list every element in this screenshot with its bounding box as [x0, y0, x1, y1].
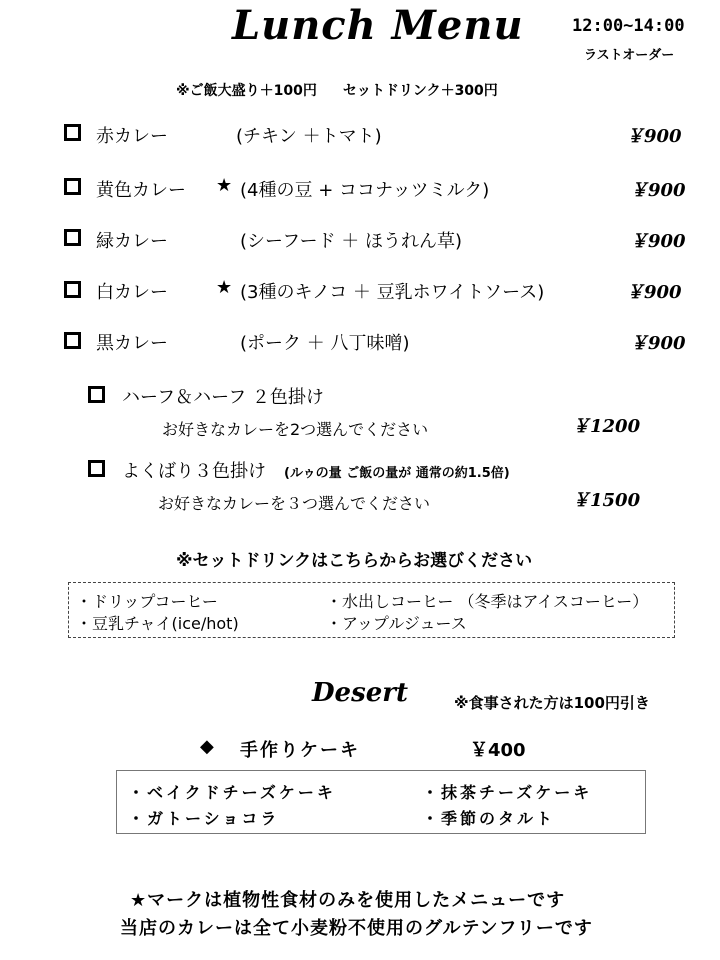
- rice-upgrade-note: ※ご飯大盛り＋100円: [176, 83, 317, 99]
- cake-option: ・季節のタルト: [422, 809, 556, 828]
- curry-description: (3種のキノコ ＋ 豆乳ホワイトソース): [240, 282, 545, 303]
- cake-item-price: ￥400: [470, 740, 526, 761]
- menu-title: Lunch Menu: [232, 2, 524, 49]
- cake-option: ・ベイクドチーズケーキ: [128, 783, 336, 802]
- combo-name: ハーフ＆ハーフ ２色掛け: [122, 387, 324, 408]
- checkbox-icon: [88, 386, 105, 403]
- pricing-notes: [176, 80, 498, 100]
- checkbox-icon: [64, 178, 81, 195]
- curry-price: ￥900: [630, 180, 686, 201]
- cake-option: ・抹茶チーズケーキ: [422, 783, 593, 802]
- dessert-discount-note: ※食事された方は100円引き: [454, 694, 650, 712]
- combo-price: ￥1500: [572, 490, 641, 511]
- drink-heading: ※セットドリンクはこちらからお選びください: [176, 551, 533, 571]
- checkbox-icon: [64, 281, 81, 298]
- checkbox-icon: [64, 124, 81, 141]
- gluten-free-note: 当店のカレーは全て小麦粉不使用のグルテンフリーです: [120, 918, 593, 939]
- cake-option: ・ガトーショコラ: [128, 809, 280, 828]
- curry-price: ￥900: [630, 333, 686, 354]
- vegan-note: ★マークは植物性食材のみを使用したメニューです: [130, 890, 566, 911]
- curry-name: 緑カレー: [96, 231, 168, 252]
- curry-price: ￥900: [626, 126, 682, 147]
- checkbox-icon: [88, 460, 105, 477]
- drink-item: ・豆乳チャイ(ice/hot): [76, 614, 239, 633]
- lunch-hours: 12:00~14:00: [572, 16, 685, 36]
- combo-note: (ルゥの量 ご飯の量が 通常の約1.5倍): [284, 466, 510, 481]
- star-icon: ★: [216, 277, 233, 298]
- curry-description: (チキン ＋トマト): [236, 126, 382, 147]
- combo-description: お好きなカレーを2つ選んでください: [162, 420, 429, 439]
- curry-description: (シーフード ＋ ほうれん草): [240, 231, 463, 252]
- curry-item: [64, 178, 81, 200]
- curry-name: 赤カレー: [96, 126, 168, 147]
- combo-item: [88, 386, 105, 408]
- curry-item: [64, 124, 81, 146]
- combo-item: [88, 460, 105, 482]
- curry-item: [64, 281, 81, 303]
- curry-item: [64, 332, 81, 354]
- last-order-label: ラストオーダー: [584, 48, 675, 63]
- curry-description: (ポーク ＋ 八丁味噌): [240, 333, 410, 354]
- curry-name: 黒カレー: [96, 333, 168, 354]
- checkbox-icon: [64, 229, 81, 246]
- curry-item: [64, 229, 81, 251]
- combo-description: お好きなカレーを３つ選んでください: [158, 494, 431, 513]
- drink-item: ・水出しコーヒー （冬季はアイスコーヒー）: [326, 592, 649, 611]
- combo-price: ￥1200: [572, 416, 641, 437]
- curry-price: ￥900: [626, 282, 682, 303]
- curry-name: 白カレー: [96, 282, 168, 303]
- diamond-icon: ◆: [200, 736, 214, 757]
- drink-item: ・ドリップコーヒー: [76, 592, 218, 611]
- curry-description: (4種の豆 + ココナッツミルク): [240, 180, 490, 201]
- star-icon: ★: [216, 175, 233, 196]
- curry-name: 黄色カレー: [96, 180, 186, 201]
- drink-set-note: セットドリンク＋300円: [342, 83, 498, 99]
- dessert-title: Desert: [312, 678, 408, 708]
- checkbox-icon: [64, 332, 81, 349]
- drink-item: ・アップルジュース: [326, 614, 467, 633]
- curry-price: ￥900: [630, 231, 686, 252]
- combo-name: よくばり３色掛け: [122, 461, 266, 482]
- cake-item-name: 手作りケーキ: [240, 740, 360, 761]
